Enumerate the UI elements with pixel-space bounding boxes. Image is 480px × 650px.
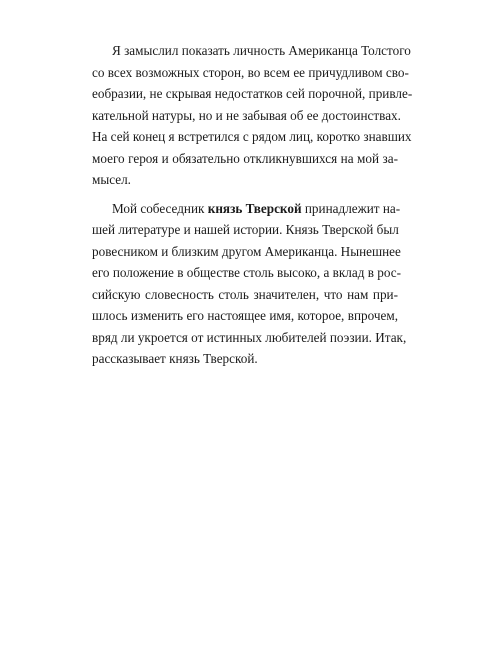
text-line: Мой собеседник князь Тверской принадлежит на- [112,200,401,216]
text-line: На сей конец я встретился с рядом лиц, коротко знавших [92,129,412,144]
text-line: шей литературе и нашей истории. Князь Тверской был [92,222,399,237]
paragraph-1 [92,40,413,191]
text-line: вряд ли укроется от истинных любителей поэзии. Итак, [92,329,407,345]
body-text [92,40,413,370]
text-line: сийскую словесность столь значителен, что нам при- [92,286,398,302]
text-line: со всех возможных сторон, во всем ее причудливом сво- [92,64,409,80]
bold-name: князь Тверской [207,200,302,216]
text-line: шлось изменить его настоящее имя, которое, впрочем, [92,308,398,323]
paragraph-2 [92,198,407,370]
text-line: ровесником и близким другом Американца. Нынешнее [92,243,401,259]
text-line: его положение в обществе столь высоко, а вклад в рос- [92,265,402,280]
text-line: Я замыслил показать личность Американца Толстого [112,43,411,58]
text-line: мысел. [92,172,131,187]
text-line: моего героя и обязательно откликнувшихся на мой за- [92,150,398,166]
text-line: еобразии, не скрывая недостатков сей порочной, привле- [92,86,413,101]
text-line: кательной натуры, но и не забывая об ее достоинствах. [92,107,401,123]
text-line: рассказывает князь Тверской. [92,351,258,366]
